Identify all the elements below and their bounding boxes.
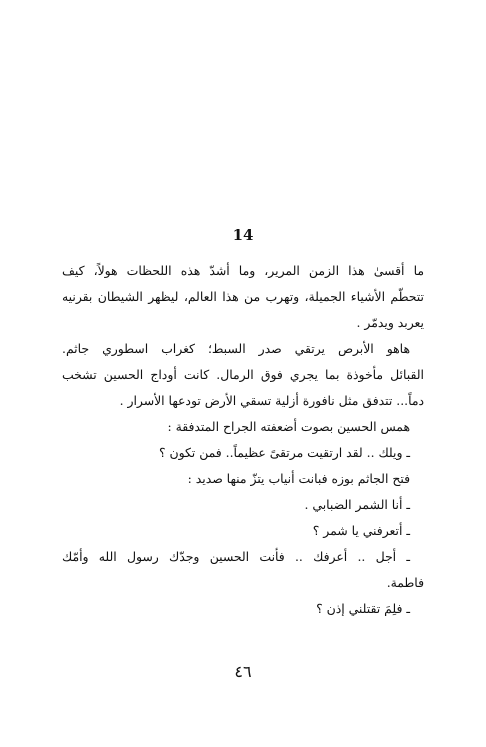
chapter-number: 14 bbox=[232, 226, 254, 244]
text-line: همس الحسين بصوت أضعفته الجراح المتدفقة : bbox=[167, 419, 410, 434]
dialogue-line: ـ أجل .. أعرفك .. فأنت الحسين وجدّك رسول الله وأمّك bbox=[62, 549, 410, 564]
text-line: القبائل مأخوذة بما يجري فوق الرمال. كانت أوداج الحسين تشخب bbox=[62, 367, 424, 382]
text-line: هاهو الأبرص يرتقي صدر السبط؛ كغراب اسطوري جاثم. bbox=[62, 341, 410, 356]
text-line: يعربد ويدمّر . bbox=[356, 315, 424, 330]
dialogue-line: ـ ويلك .. لقد ارتقيت مرتقىً عظيماً.. فمن تكون ؟ bbox=[158, 445, 410, 460]
text-line: فتح الجاثم بوزه فبانت أنياب يتزّ منها صديد : bbox=[187, 471, 410, 486]
text-line: ما أقسىٰ هذا الزمن المرير، وما أشدّ هذه اللحظات هولاً، كيف bbox=[62, 263, 424, 278]
text-line: فاطمة. bbox=[386, 575, 424, 590]
body-text bbox=[62, 258, 424, 622]
text-line: دماً... تتدفق مثل نافورة أزلية تسقي الأرض تودعها الأسرار . bbox=[119, 393, 424, 408]
text-line: تتحطّم الأشياء الجميلة، وتهرب من هذا العالم، ليظهر الشيطان بقرنيه bbox=[62, 289, 424, 304]
dialogue-line: ـ أتعرفني يا شمر ؟ bbox=[312, 523, 410, 538]
page-number: ٤٦ bbox=[234, 662, 252, 681]
dialogue-line: ـ فلِمَ تقتلني إذن ؟ bbox=[316, 601, 410, 616]
dialogue-line: ـ أنا الشمر الضبابي . bbox=[304, 497, 410, 512]
